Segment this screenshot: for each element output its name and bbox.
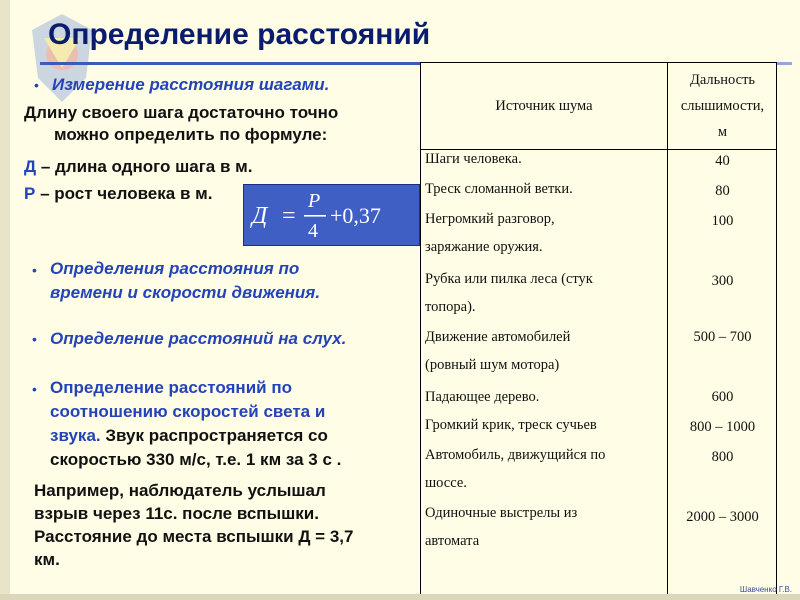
- page-title: Определение расстояний: [48, 18, 431, 51]
- bottom-edge-bar: [0, 594, 800, 600]
- bullet-3-line-3: [50, 425, 328, 446]
- example-line-1: Например, наблюдатель услышал: [34, 481, 326, 500]
- table-row-source: Рубка или пилка леса (стук: [425, 271, 593, 287]
- formula-numerator: P: [308, 190, 321, 212]
- bullet-2-line-1: Определение расстояний на слух.: [50, 329, 347, 348]
- steps-d-definition: [24, 156, 252, 177]
- formula-box: [243, 184, 420, 246]
- author-signature: Шавченко Г.В.: [739, 585, 792, 594]
- table-row-source: Движение автомобилей: [425, 329, 571, 345]
- header-range-line: Дальность: [689, 72, 756, 88]
- formula-equals: =: [282, 203, 296, 229]
- table-header-range: [669, 63, 776, 149]
- r-text: – рост человека в м.: [35, 184, 213, 203]
- steps-line-1: Длину своего шага достаточно точно: [24, 103, 339, 122]
- header-range-line: слышимости,: [680, 98, 765, 114]
- bullet-marker: •: [34, 77, 39, 93]
- table-row-value: 800 – 1000: [689, 419, 756, 435]
- table-row-source: Автомобиль, движущийся по: [425, 447, 606, 463]
- formula-fraction-bar: [304, 215, 326, 217]
- table-row-source: Негромкий разговор,: [425, 211, 555, 227]
- bullet-3-line-1: Определение расстояний по: [50, 378, 292, 397]
- bullet-3-tail: Звук распространяется со: [100, 426, 328, 445]
- table-row-source: Падающее дерево.: [425, 389, 540, 405]
- formula-lhs: Д: [252, 203, 268, 229]
- bullet-3-line-4: скоростью 330 м/с, т.е. 1 км за 3 с .: [50, 450, 342, 469]
- bullet-marker: •: [32, 262, 37, 278]
- example-line-4: км.: [34, 550, 60, 569]
- table-header-source: Источник шума: [495, 97, 593, 114]
- table-column-divider: [667, 63, 668, 595]
- header-range-line: м: [717, 124, 728, 140]
- table-row-value: 100: [711, 213, 734, 229]
- table-row-value: 600: [711, 389, 734, 405]
- table-row-value: 800: [711, 449, 734, 465]
- r-letter: Р: [24, 184, 36, 203]
- table-row-source: Одиночные выстрелы из: [425, 505, 578, 521]
- bullet-3-blue-part: звука.: [50, 426, 101, 445]
- formula-rest: +0,37: [330, 203, 381, 228]
- bullet-3-line-2: соотношению скоростей света и: [50, 402, 326, 421]
- table-row-source: Треск сломанной ветки.: [425, 181, 573, 197]
- table-row-value: 80: [715, 183, 730, 199]
- table-row-value: 300: [711, 273, 734, 289]
- bullet-1-line-1: Определения расстояния по: [50, 259, 300, 278]
- table-row-source: заряжание оружия.: [425, 239, 543, 255]
- table-row-source: шоссе.: [425, 475, 467, 491]
- table-row-value: 2000 – 3000: [686, 509, 759, 525]
- d-text: – длина одного шага в м.: [36, 157, 253, 176]
- table-row-source: Громкий крик, треск сучьев: [425, 417, 597, 433]
- example-line-3: Расстояние до места вспышки Д = 3,7: [34, 527, 354, 546]
- table-row-source: автомата: [425, 533, 480, 549]
- bullet-marker: •: [32, 331, 37, 347]
- table-row-value: 500 – 700: [693, 329, 752, 345]
- steps-heading: Измерение расстояния шагами.: [52, 75, 330, 94]
- table-row-source: Шаги человека.: [425, 151, 522, 167]
- table-row-value: 40: [715, 153, 730, 169]
- bullet-marker: •: [32, 381, 37, 397]
- table-row-source: топора).: [425, 299, 476, 315]
- example-line-2: взрыв через 11с. после вспышки.: [34, 504, 319, 523]
- steps-line-2: можно определить по формуле:: [54, 125, 328, 144]
- formula-denominator: 4: [308, 220, 318, 242]
- bullet-1-line-2: времени и скорости движения.: [50, 283, 321, 302]
- d-letter: Д: [24, 157, 37, 176]
- noise-range-table: [420, 62, 777, 596]
- table-row-source: (ровный шум мотора): [425, 357, 560, 373]
- steps-r-definition: [24, 183, 212, 204]
- left-edge-bar: [0, 0, 10, 600]
